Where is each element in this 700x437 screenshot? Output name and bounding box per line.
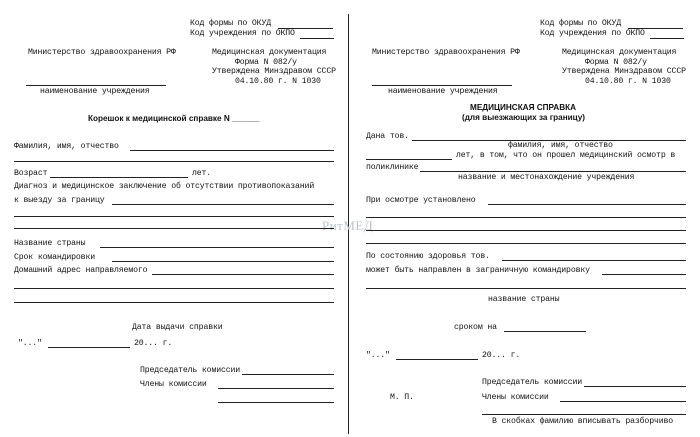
approved-label: Утверждена Минздравом СССР — [562, 67, 686, 76]
okpo-field[interactable] — [300, 38, 334, 39]
age-field[interactable] — [366, 159, 452, 160]
age-unit-label: лет. — [192, 169, 212, 178]
date-month-field[interactable] — [48, 347, 130, 348]
findings-field-line2[interactable] — [366, 217, 686, 218]
date-day: "..." — [366, 351, 390, 360]
ministry-label: Министерство здравоохранения РФ — [372, 48, 520, 57]
members-field-line2[interactable] — [482, 414, 686, 415]
findings-field[interactable] — [488, 204, 686, 205]
doc-type-label: Медицинская документация — [212, 48, 327, 57]
form-number-label: Форма N 082/у — [585, 58, 647, 67]
address-field-line3[interactable] — [14, 302, 334, 303]
members-label: Члены комиссии — [482, 393, 549, 402]
destination-field-line2[interactable] — [366, 288, 686, 289]
okud-label: Код формы по ОКУД — [190, 19, 271, 28]
footnote-label: В скобках фамилию вписывать разборчиво — [492, 417, 674, 426]
date-month-field[interactable] — [396, 359, 478, 360]
approved-date-label: 04.10.80 г. N 1030 — [235, 77, 321, 86]
ministry-label: Министерство здравоохранения РФ — [28, 48, 176, 57]
chairman-field[interactable] — [584, 386, 686, 387]
members-field-line2[interactable] — [218, 402, 334, 403]
okpo-field[interactable] — [650, 38, 684, 39]
health-label: По состоянию здоровья тов. — [366, 252, 490, 261]
watermark: РитМЕД — [322, 218, 374, 233]
health-name-field[interactable] — [502, 260, 686, 261]
date-year: 20... г. — [134, 339, 173, 348]
members-field[interactable] — [560, 401, 686, 402]
members-field[interactable] — [218, 388, 334, 389]
term-label: сроком на — [454, 323, 497, 332]
address-field[interactable] — [152, 274, 334, 275]
clinic-field[interactable] — [420, 171, 686, 172]
findings-label: При осмотре установлено — [366, 196, 476, 205]
age-label: Возраст — [14, 169, 48, 178]
issued-to-label: Дана тов. — [366, 132, 409, 141]
address-field-line2[interactable] — [14, 288, 334, 289]
findings-field-line3[interactable] — [366, 230, 686, 231]
term-field[interactable] — [504, 331, 586, 332]
diagnosis-field-line2[interactable] — [14, 216, 334, 217]
chairman-label: Председатель комиссии — [140, 366, 241, 375]
name-caption: фамилия, имя, отчество — [508, 141, 613, 150]
issue-date-label: Дата выдачи справки — [132, 323, 223, 332]
diagnosis-label-line2: к выезду за границу — [14, 196, 105, 205]
okud-label: Код формы по ОКУД — [540, 19, 621, 28]
address-label: Домашний адрес направляемого — [14, 266, 148, 275]
stub-title: Корешок к медицинской справке N ______ — [88, 114, 260, 123]
exam-text: лет, в том, что он прошел медицинский осмотр в — [456, 151, 676, 160]
members-label: Члены комиссии — [140, 380, 207, 389]
institution-caption: наименование учреждения — [388, 87, 498, 96]
okpo-label: Код учреждения по ОКПО — [190, 29, 295, 38]
term-field[interactable] — [112, 261, 334, 262]
destination-field[interactable] — [602, 274, 686, 275]
institution-field[interactable] — [26, 85, 166, 86]
doc-type-label: Медицинская документация — [562, 48, 677, 57]
country-caption: название страны — [488, 295, 560, 304]
country-field[interactable] — [100, 247, 334, 248]
age-field[interactable] — [50, 177, 188, 178]
name-field[interactable] — [130, 150, 334, 151]
approved-label: Утверждена Минздравом СССР — [212, 67, 336, 76]
term-label: Срок командировки — [14, 253, 95, 262]
approved-date-label: 04.10.80 г. N 1030 — [585, 77, 671, 86]
certificate-subtitle: (для выезжающих за границу) — [462, 113, 585, 122]
chairman-field[interactable] — [242, 374, 334, 375]
country-label: Название страны — [14, 239, 86, 248]
may-be-sent-label: может быть направлен в заграничную командировку — [366, 266, 590, 275]
okpo-label: Код учреждения по ОКПО — [540, 29, 645, 38]
institution-field[interactable] — [372, 85, 512, 86]
name-field-line2[interactable] — [14, 161, 334, 162]
diagnosis-field-line3[interactable] — [14, 228, 334, 229]
certificate-title: МЕДИЦИНСКАЯ СПРАВКА — [470, 103, 577, 112]
clinic-label: поликлинике — [366, 163, 419, 172]
date-year: 20... г. — [482, 351, 521, 360]
clinic-caption: название и местонахождение учреждения — [458, 173, 635, 182]
institution-caption: наименование учреждения — [40, 87, 150, 96]
diagnosis-field[interactable] — [112, 204, 334, 205]
stamp-label: М. П. — [390, 393, 414, 402]
date-day: "..." — [18, 339, 42, 348]
name-label: Фамилия, имя, отчество — [14, 142, 119, 151]
diagnosis-label-line1: Диагноз и медицинское заключение об отсутствии противопоказаний — [14, 182, 315, 191]
chairman-label: Председатель комиссии — [482, 378, 583, 387]
form-number-label: Форма N 082/у — [235, 58, 297, 67]
findings-field-line4[interactable] — [366, 243, 686, 244]
